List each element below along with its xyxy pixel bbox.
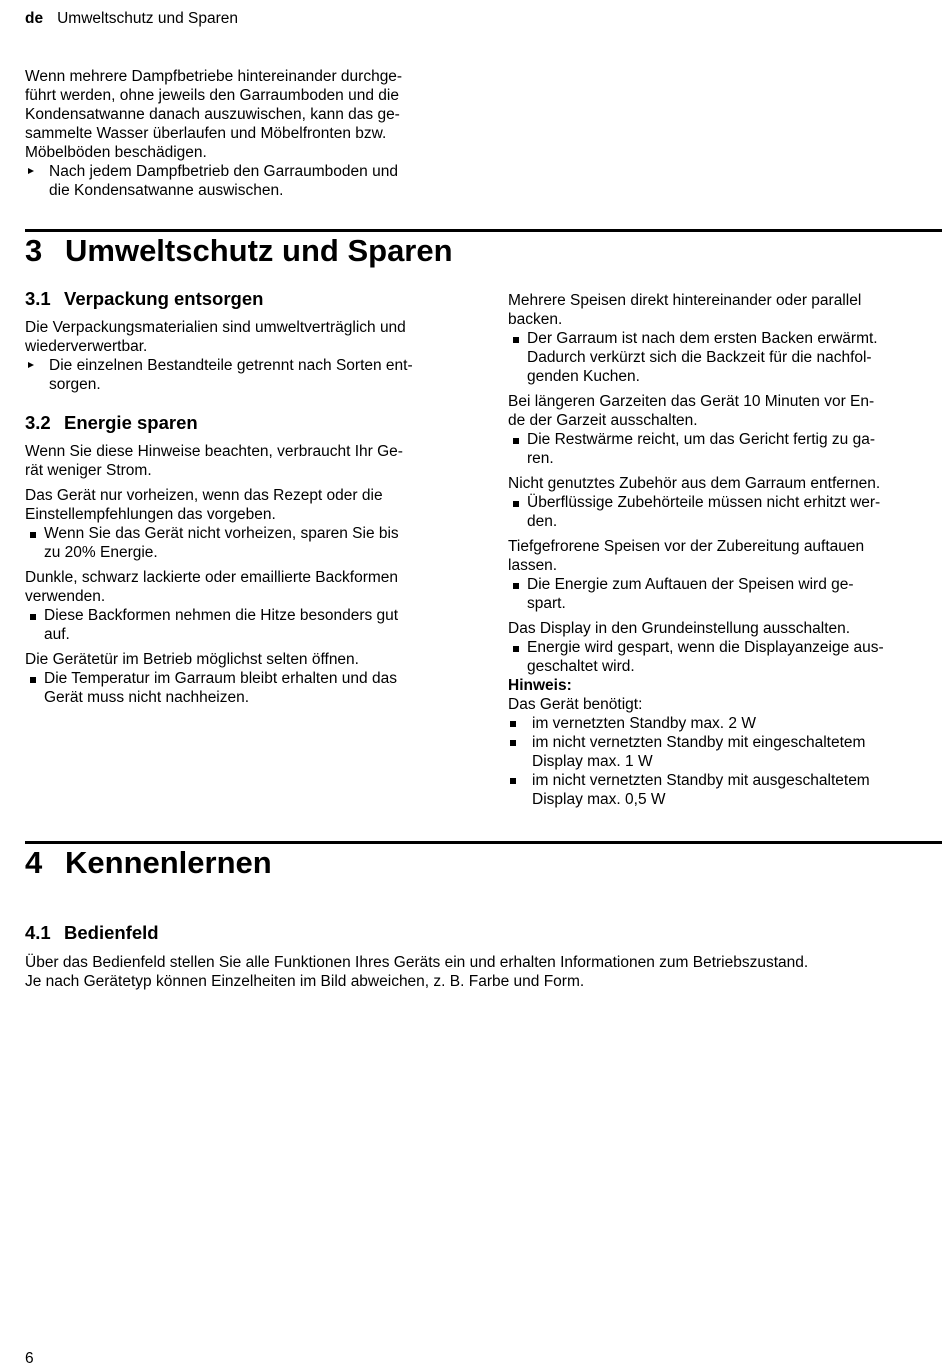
bullet-item: Die Restwärme reicht, um das Gericht fertig zu ga- ren. (508, 430, 948, 468)
section-3-rule (25, 229, 942, 232)
bullet-item: Der Garraum ist nach dem ersten Backen erwärmt. Dadurch verkürzt sich die Backzeit für die nachfol- genden Kuchen. (508, 329, 948, 386)
intro-line: sammelte Wasser überlaufen und Möbelfronten bzw. (25, 125, 387, 142)
intro-line: Kondensatwanne danach auszuwischen, kann das ge- (25, 106, 400, 123)
tip-text: Dunkle, schwarz lackierte oder emaillierte Backformen (25, 569, 399, 586)
tip-text: Das Display in den Grundeinstellung ausschalten. (508, 620, 851, 637)
tip-text: de der Garzeit ausschalten. (508, 412, 698, 429)
tip-text: lassen. (508, 557, 558, 574)
intro-warning-text (25, 67, 465, 200)
intro-line: Möbelböden beschädigen. (25, 144, 207, 161)
paragraph: Je nach Gerätetyp können Einzelheiten im Bild abweichen, z. B. Farbe und Form. (25, 973, 585, 990)
language-code: de (25, 10, 44, 27)
tip-text: Tiefgefrorene Speisen vor der Zubereitung auftauen (508, 538, 865, 555)
left-column (25, 288, 465, 707)
tip-text: verwenden. (25, 588, 106, 605)
paragraph: Wenn Sie diese Hinweise beachten, verbraucht Ihr Ge- (25, 443, 403, 460)
bedienfeld-description (25, 953, 935, 991)
note-text: Das Gerät benötigt: (508, 696, 643, 713)
section-number: 4 (25, 845, 43, 880)
bullet-item: Überflüssige Zubehörteile müssen nicht erhitzt wer- den. (508, 493, 948, 531)
subsection-3-2-heading: 3.2 Energie sparen (25, 412, 198, 433)
bullet-item: Die Energie zum Auftauen der Speisen wird ge- spart. (508, 575, 948, 613)
intro-line: führt werden, ohne jeweils den Garraumboden und die (25, 87, 399, 104)
page-number: 6 (25, 1350, 34, 1367)
intro-action-step: Nach jedem Dampfbetrieb den Garraumboden und die Kondensatwanne auswischen. (25, 162, 465, 200)
bullet-item: Die Temperatur im Garraum bleibt erhalten und das Gerät muss nicht nachheizen. (25, 669, 465, 707)
section-3-heading (25, 233, 453, 269)
tip-text: backen. (508, 311, 563, 328)
note-item: im nicht vernetzten Standby mit ausgeschaltetem Display max. 0,5 W (508, 771, 948, 809)
bullet-item: Energie wird gespart, wenn die Displayanzeige aus- geschaltet wird. (508, 638, 948, 676)
tip-text: Einstellempfehlungen das vorgeben. (25, 506, 276, 523)
tip-text: Bei längeren Garzeiten das Gerät 10 Minuten vor En- (508, 393, 875, 410)
tip-text: Das Gerät nur vorheizen, wenn das Rezept oder die (25, 487, 383, 504)
tip-text: Die Gerätetür im Betrieb möglichst selten öffnen. (25, 651, 359, 668)
subsection-3-1-heading: 3.1 Verpackung entsorgen (25, 288, 264, 309)
intro-line: Wenn mehrere Dampfbetriebe hintereinander durchge- (25, 68, 403, 85)
paragraph: wiederverwertbar. (25, 338, 148, 355)
note-item: im nicht vernetzten Standby mit eingeschaltetem Display max. 1 W (508, 733, 948, 771)
paragraph: Über das Bedienfeld stellen Sie alle Funktionen Ihres Geräts ein und erhalten Informationen zum Betriebszustand. (25, 954, 809, 971)
paragraph: Die Verpackungsmaterialien sind umweltverträglich und (25, 319, 406, 336)
section-title: Kennenlernen (65, 845, 272, 880)
note-item: im vernetzten Standby max. 2 W (508, 714, 948, 733)
section-4-heading (25, 845, 272, 881)
paragraph: rät weniger Strom. (25, 462, 152, 479)
tip-text: Mehrere Speisen direkt hintereinander oder parallel (508, 292, 862, 309)
bullet-item: Diese Backformen nehmen die Hitze besonders gut auf. (25, 606, 465, 644)
right-column (508, 291, 948, 809)
note-label: Hinweis: (508, 677, 572, 694)
section-number: 3 (25, 233, 43, 268)
bullet-item: Wenn Sie das Gerät nicht vorheizen, sparen Sie bis zu 20% Energie. (25, 524, 465, 562)
running-header (25, 9, 238, 28)
section-4-rule (25, 841, 942, 844)
action-step: Die einzelnen Bestandteile getrennt nach Sorten ent- sorgen. (25, 356, 465, 394)
header-title: Umweltschutz und Sparen (57, 10, 239, 27)
subsection-4-1-heading: 4.1 Bedienfeld (25, 922, 159, 943)
tip-text: Nicht genutztes Zubehör aus dem Garraum entfernen. (508, 475, 881, 492)
section-title: Umweltschutz und Sparen (65, 233, 453, 268)
